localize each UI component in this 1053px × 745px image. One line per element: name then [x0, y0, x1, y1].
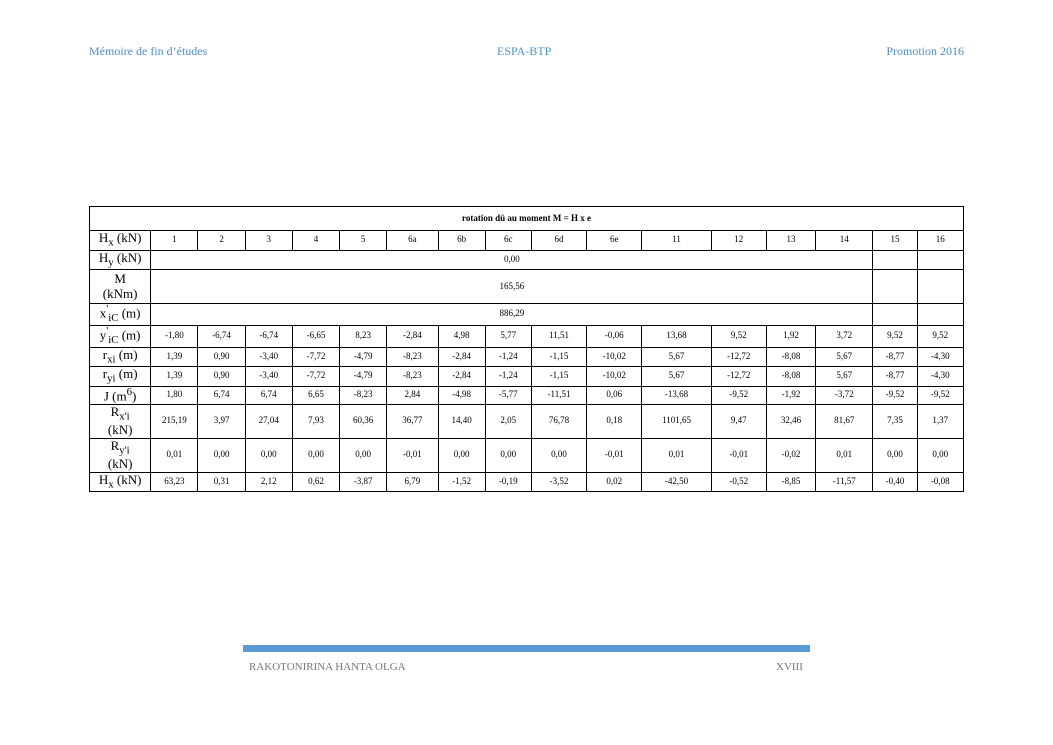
hx-cell: -42,50	[642, 472, 711, 492]
rxi-cell: -8,08	[766, 347, 815, 367]
rxi-cell: 1,39	[151, 347, 198, 367]
hx-cell: -0,40	[873, 472, 917, 492]
xic-value: 886,29	[151, 304, 873, 326]
col-header: 6c	[485, 231, 531, 251]
rxi-cell: -2,84	[438, 347, 485, 367]
empty-cell	[917, 250, 963, 270]
j-cell: -9,52	[873, 386, 917, 404]
yic-cell: -1,80	[151, 325, 198, 347]
col-header: 6d	[531, 231, 586, 251]
j-cell: 2,84	[387, 386, 438, 404]
label-xic: $x'_{iC}$ (m)	[90, 304, 151, 326]
Rx-cell: 81,67	[816, 404, 873, 438]
label-m: M (kNm)	[90, 270, 151, 304]
ryi-cell: -1,15	[531, 367, 586, 387]
Rx-cell: 215,19	[151, 404, 198, 438]
hx-cell: -0,08	[917, 472, 963, 492]
rxi-cell: -1,24	[485, 347, 531, 367]
hx-cell: 0,02	[587, 472, 642, 492]
row-Ry	[90, 438, 964, 472]
rxi-cell: -4,30	[917, 347, 963, 367]
hx-cell: -1,52	[438, 472, 485, 492]
Rx-cell: 60,36	[340, 404, 387, 438]
empty-cell	[917, 304, 963, 326]
j-cell: -13,68	[642, 386, 711, 404]
hx-cell: -3,52	[531, 472, 586, 492]
col-header: 5	[340, 231, 387, 251]
row-yic	[90, 325, 964, 347]
yic-cell: 13,68	[642, 325, 711, 347]
row-m	[90, 270, 964, 304]
footer-author: RAKOTONIRINA HANTA OLGA	[249, 661, 406, 673]
Ry-cell: 0,00	[485, 438, 531, 472]
hx-cell: 0,31	[198, 472, 245, 492]
yic-cell: -6,74	[198, 325, 245, 347]
j-cell: -8,23	[340, 386, 387, 404]
Ry-cell: 0,00	[438, 438, 485, 472]
Ry-cell: 0,00	[873, 438, 917, 472]
empty-cell	[917, 270, 963, 304]
empty-cell	[873, 270, 917, 304]
rxi-cell: 0,90	[198, 347, 245, 367]
col-header: 15	[873, 231, 917, 251]
label-Rx: $R_{x'i}$ (kN)	[90, 404, 151, 438]
rxi-cell: 5,67	[816, 347, 873, 367]
hy-value: 0,00	[151, 250, 873, 270]
Rx-cell: 1,37	[917, 404, 963, 438]
col-header: 12	[711, 231, 766, 251]
Ry-cell: 0,00	[531, 438, 586, 472]
Ry-cell: 0,01	[816, 438, 873, 472]
j-cell: 1,80	[151, 386, 198, 404]
Rx-cell: 7,93	[292, 404, 339, 438]
ryi-cell: 5,67	[816, 367, 873, 387]
rxi-cell: -7,72	[292, 347, 339, 367]
j-cell: 0,06	[587, 386, 642, 404]
Rx-cell: 7,35	[873, 404, 917, 438]
Rx-cell: 0,18	[587, 404, 642, 438]
col-header: 6a	[387, 231, 438, 251]
ryi-cell: -3,40	[245, 367, 292, 387]
Ry-cell: 0,00	[198, 438, 245, 472]
row-ryi	[90, 367, 964, 387]
row-j	[90, 386, 964, 404]
Rx-cell: 2,05	[485, 404, 531, 438]
yic-cell: -6,65	[292, 325, 339, 347]
Rx-cell: 27,04	[245, 404, 292, 438]
Ry-cell: 0,01	[642, 438, 711, 472]
j-cell: -11,51	[531, 386, 586, 404]
Ry-cell: 0,00	[340, 438, 387, 472]
Ry-cell: 0,00	[292, 438, 339, 472]
Rx-cell: 36,77	[387, 404, 438, 438]
rxi-cell: -3,40	[245, 347, 292, 367]
hx-cell: -0,19	[485, 472, 531, 492]
Rx-cell: 76,78	[531, 404, 586, 438]
rxi-cell: -4,79	[340, 347, 387, 367]
hx-cell: 6,79	[387, 472, 438, 492]
col-header: 11	[642, 231, 711, 251]
col-header: 13	[766, 231, 815, 251]
j-cell: -9,52	[711, 386, 766, 404]
j-cell: -3,72	[816, 386, 873, 404]
row-hx-result	[90, 472, 964, 492]
ryi-cell: 5,67	[642, 367, 711, 387]
Ry-cell: 0,00	[245, 438, 292, 472]
ryi-cell: -8,08	[766, 367, 815, 387]
label-hx: $H_x$ (kN)	[90, 231, 151, 251]
rotation-table	[89, 206, 964, 492]
yic-cell: 1,92	[766, 325, 815, 347]
Ry-cell: -0,01	[587, 438, 642, 472]
j-cell: 6,74	[198, 386, 245, 404]
hx-cell: -3,87	[340, 472, 387, 492]
header-left-text: Mémoire de fin d’études	[89, 44, 208, 58]
hx-cell: 2,12	[245, 472, 292, 492]
ryi-cell: -7,72	[292, 367, 339, 387]
col-header: 2	[198, 231, 245, 251]
col-header: 3	[245, 231, 292, 251]
Rx-cell: 32,46	[766, 404, 815, 438]
yic-cell: -6,74	[245, 325, 292, 347]
ryi-cell: -4,30	[917, 367, 963, 387]
Rx-cell: 1101,65	[642, 404, 711, 438]
empty-cell	[873, 304, 917, 326]
yic-cell: 5,77	[485, 325, 531, 347]
row-xic	[90, 304, 964, 326]
ryi-cell: -8,77	[873, 367, 917, 387]
j-cell: -1,92	[766, 386, 815, 404]
rxi-cell: 5,67	[642, 347, 711, 367]
yic-cell: -2,84	[387, 325, 438, 347]
yic-cell: 9,52	[711, 325, 766, 347]
ryi-cell: 0,90	[198, 367, 245, 387]
label-ryi: $r_{yi}$ (m)	[90, 367, 151, 387]
yic-cell: 3,72	[816, 325, 873, 347]
empty-cell	[873, 250, 917, 270]
rxi-cell: -12,72	[711, 347, 766, 367]
j-cell: -5,77	[485, 386, 531, 404]
hx-cell: -0,52	[711, 472, 766, 492]
Ry-cell: 0,01	[151, 438, 198, 472]
j-cell: 6,74	[245, 386, 292, 404]
header-right-text: Promotion 2016	[886, 44, 964, 58]
row-hx-header	[90, 231, 964, 251]
Rx-cell: 14,40	[438, 404, 485, 438]
label-j: J $(m^6)$	[90, 386, 151, 404]
col-header: 14	[816, 231, 873, 251]
page-number: XVIII	[776, 661, 803, 673]
yic-cell: 9,52	[917, 325, 963, 347]
Ry-cell: -0,01	[711, 438, 766, 472]
ryi-cell: -1,24	[485, 367, 531, 387]
ryi-cell: -2,84	[438, 367, 485, 387]
j-cell: 6,65	[292, 386, 339, 404]
ryi-cell: -10,02	[587, 367, 642, 387]
yic-cell: 4,98	[438, 325, 485, 347]
j-cell: -4,98	[438, 386, 485, 404]
yic-cell: 11,51	[531, 325, 586, 347]
yic-cell: 8,23	[340, 325, 387, 347]
Ry-cell: -0,01	[387, 438, 438, 472]
hx-cell: 0,62	[292, 472, 339, 492]
table-title: rotation dû au moment M = H x e	[90, 207, 964, 231]
col-header: 6b	[438, 231, 485, 251]
ryi-cell: 1,39	[151, 367, 198, 387]
Ry-cell: 0,00	[917, 438, 963, 472]
yic-cell: -0,06	[587, 325, 642, 347]
rxi-cell: -10,02	[587, 347, 642, 367]
row-rxi	[90, 347, 964, 367]
ryi-cell: -4,79	[340, 367, 387, 387]
j-cell: -9,52	[917, 386, 963, 404]
ryi-cell: -8,23	[387, 367, 438, 387]
hx-cell: -8,85	[766, 472, 815, 492]
col-header: 4	[292, 231, 339, 251]
header-center-text: ESPA-BTP	[497, 44, 552, 58]
row-hy	[90, 250, 964, 270]
Ry-cell: -0,02	[766, 438, 815, 472]
hx-cell: -11,57	[816, 472, 873, 492]
rxi-cell: -1,15	[531, 347, 586, 367]
col-header: 16	[917, 231, 963, 251]
rxi-cell: -8,77	[873, 347, 917, 367]
label-yic: $y'_{iC}$ (m)	[90, 325, 151, 347]
yic-cell: 9,52	[873, 325, 917, 347]
Rx-cell: 3,97	[198, 404, 245, 438]
col-header: 6e	[587, 231, 642, 251]
ryi-cell: -12,72	[711, 367, 766, 387]
label-Ry: $R_{y'i}$ (kN)	[90, 438, 151, 472]
label-hx-result: $H_x$ (kN)	[90, 472, 151, 492]
label-rxi: $r_{xi}$ (m)	[90, 347, 151, 367]
rxi-cell: -8,23	[387, 347, 438, 367]
footer-accent-bar	[243, 645, 810, 652]
hx-cell: 63,23	[151, 472, 198, 492]
col-header: 1	[151, 231, 198, 251]
label-hy: $H_y$ (kN)	[90, 250, 151, 270]
row-Rx	[90, 404, 964, 438]
m-value: 165,56	[151, 270, 873, 304]
Rx-cell: 9,47	[711, 404, 766, 438]
